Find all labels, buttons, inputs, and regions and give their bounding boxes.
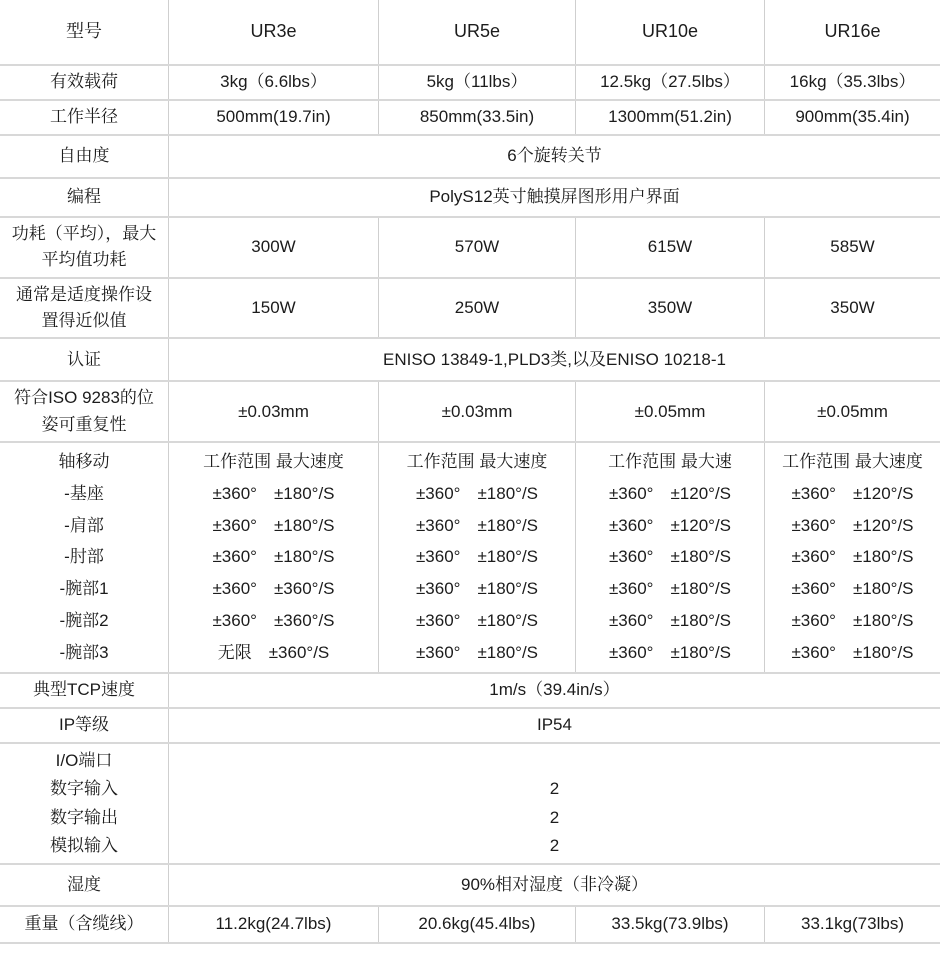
io-values [168, 744, 940, 863]
axis-speed: ±120°/S [670, 483, 732, 503]
axis-speed: ±360°/S [273, 579, 335, 599]
axis-range: ±360° [212, 611, 257, 631]
axis-speed: ±180°/S [477, 579, 539, 599]
axis-value-row [173, 478, 374, 510]
axis-speed: ±180°/S [477, 642, 539, 662]
axis-value-row [769, 542, 936, 574]
repeatability-label: 符合ISO 9283的位姿可重复性 [14, 388, 154, 434]
axis-range: ±360° [791, 642, 836, 662]
humidity-value: 90%相对湿度（非冷凝） [168, 865, 940, 905]
axis-joint-shoulder: -肩部 [64, 515, 104, 535]
dof-label: 自由度 [58, 146, 110, 166]
axis-value-row [383, 478, 571, 510]
weight-label: 重量（含缆线） [24, 914, 144, 934]
power-max-ur16e: 585W [764, 218, 940, 277]
payload-ur3e: 3kg（6.6lbs） [168, 66, 378, 99]
axis-range: ±360° [212, 515, 257, 535]
axis-speed: ±180°/S [670, 642, 732, 662]
io-digital-in-label: 数字输入 [50, 779, 118, 799]
axis-speed: ±120°/S [852, 483, 914, 503]
axis-range: ±360° [608, 611, 654, 631]
power-typical-ur16e: 350W [764, 279, 940, 338]
io-analog-in-label: 模拟输入 [50, 835, 118, 855]
payload-ur16e: 16kg（35.3lbs） [764, 66, 940, 99]
axis-col-ur16e [764, 443, 940, 672]
axis-speed: ±180°/S [852, 642, 914, 662]
axis-speed: ±180°/S [670, 547, 732, 567]
power-typical-ur3e: 150W [168, 279, 378, 338]
axis-range: ±360° [608, 515, 654, 535]
reach-ur16e: 900mm(35.4in) [764, 101, 940, 134]
axis-value-row [769, 637, 936, 669]
ip-rating-value: IP54 [168, 709, 940, 742]
axis-speed: ±180°/S [670, 611, 732, 631]
axis-range: ±360° [415, 642, 461, 662]
axis-col-ur5e [378, 443, 575, 672]
axis-range: ±360° [608, 642, 654, 662]
axis-title: 轴移动 [58, 451, 110, 471]
header-ur5e: UR5e [378, 0, 575, 64]
axis-value-row [580, 510, 760, 542]
axis-range: ±360° [212, 483, 257, 503]
axis-range: ±360° [415, 515, 461, 535]
certification-value: ENISO 13849-1,PLD3类,以及ENISO 10218-1 [168, 339, 940, 380]
io-ports-label: I/O端口 [55, 751, 113, 771]
axis-col-ur3e [168, 443, 378, 672]
axis-range: ±360° [212, 547, 257, 567]
header-row [0, 0, 940, 66]
axis-col-header: 工作范围 最大速度 [203, 451, 344, 471]
axis-value-row [580, 605, 760, 637]
axis-joint-elbow: -肘部 [64, 547, 104, 567]
axis-speed: ±120°/S [852, 515, 914, 535]
axis-labels [0, 443, 168, 672]
axis-range: 无限 [217, 642, 252, 662]
row-power-max [0, 218, 940, 279]
axis-value-row [173, 542, 374, 574]
row-axis-movement [0, 443, 940, 674]
header-model-label: 型号 [66, 21, 102, 42]
tcp-speed-label: 典型TCP速度 [33, 680, 135, 700]
row-dof [0, 136, 940, 179]
axis-joint-wrist1: -腕部1 [59, 579, 109, 599]
axis-speed: ±180°/S [852, 611, 914, 631]
io-ports-value [173, 747, 936, 775]
axis-speed: ±120°/S [670, 515, 732, 535]
axis-col-ur10e [575, 443, 764, 672]
reach-ur3e: 500mm(19.7in) [168, 101, 378, 134]
axis-joint-base: -基座 [64, 483, 104, 503]
axis-value-row [383, 574, 571, 606]
axis-range: ±360° [791, 579, 836, 599]
row-io-ports [0, 744, 940, 865]
payload-label: 有效载荷 [50, 72, 118, 92]
power-typical-ur5e: 250W [378, 279, 575, 338]
row-reach [0, 101, 940, 136]
tcp-speed-value: 1m/s（39.4in/s） [168, 674, 940, 707]
axis-value-row [383, 542, 571, 574]
header-ur16e: UR16e [764, 0, 940, 64]
axis-range: ±360° [791, 515, 836, 535]
axis-speed: ±360°/S [268, 642, 330, 662]
axis-value-row [769, 574, 936, 606]
weight-ur5e: 20.6kg(45.4lbs) [378, 907, 575, 942]
power-max-ur10e: 615W [575, 218, 764, 277]
axis-value-row [580, 637, 760, 669]
axis-value-row [383, 637, 571, 669]
row-humidity [0, 865, 940, 907]
axis-joint-wrist3: -腕部3 [59, 642, 109, 662]
axis-col-header: 工作范围 最大速度 [406, 451, 548, 471]
payload-ur5e: 5kg（11lbs） [378, 66, 575, 99]
io-labels [0, 744, 168, 863]
axis-speed: ±180°/S [852, 579, 914, 599]
reach-ur10e: 1300mm(51.2in) [575, 101, 764, 134]
axis-value-row [580, 574, 760, 606]
axis-value-row [580, 478, 760, 510]
io-digital-in-value: 2 [549, 779, 560, 799]
repeatability-ur5e: ±0.03mm [378, 382, 575, 441]
axis-value-row [173, 510, 374, 542]
programming-value: PolyS12英寸触摸屏图形用户界面 [168, 179, 940, 216]
axis-speed: ±180°/S [273, 515, 335, 535]
power-typical-label: 通常是适度操作设置得近似值 [16, 284, 152, 331]
axis-value-row [769, 605, 936, 637]
ip-rating-label: IP等级 [58, 715, 110, 735]
axis-value-row [580, 542, 760, 574]
power-max-ur5e: 570W [378, 218, 575, 277]
repeatability-ur10e: ±0.05mm [575, 382, 764, 441]
row-certification [0, 339, 940, 382]
axis-range: ±360° [608, 547, 654, 567]
axis-value-row [173, 605, 374, 637]
axis-speed: ±180°/S [477, 515, 539, 535]
row-power-typical [0, 279, 940, 340]
header-ur10e: UR10e [575, 0, 764, 64]
weight-ur16e: 33.1kg(73lbs) [764, 907, 940, 942]
axis-value-row [383, 510, 571, 542]
power-typical-ur10e: 350W [575, 279, 764, 338]
axis-speed: ±360°/S [273, 611, 335, 631]
axis-speed: ±180°/S [273, 547, 335, 567]
dof-value: 6个旋转关节 [168, 136, 940, 177]
axis-range: ±360° [608, 483, 654, 503]
humidity-label: 湿度 [67, 874, 101, 894]
axis-range: ±360° [415, 483, 461, 503]
axis-speed: ±180°/S [477, 483, 539, 503]
axis-col-header: 工作范围 最大速度 [782, 451, 923, 471]
repeatability-ur16e: ±0.05mm [764, 382, 940, 441]
axis-range: ±360° [212, 579, 257, 599]
certification-label: 认证 [67, 349, 101, 369]
axis-range: ±360° [415, 611, 461, 631]
reach-label: 工作半径 [50, 107, 118, 127]
row-tcp-speed [0, 674, 940, 709]
row-programming [0, 179, 940, 218]
row-repeatability [0, 382, 940, 443]
axis-range: ±360° [791, 483, 836, 503]
axis-value-row [173, 574, 374, 606]
row-payload [0, 66, 940, 101]
header-ur3e: UR3e [168, 0, 378, 64]
power-max-label: 功耗（平均），最大平均值功耗 [11, 224, 157, 270]
axis-range: ±360° [608, 579, 654, 599]
axis-speed: ±180°/S [477, 547, 539, 567]
axis-range: ±360° [791, 547, 836, 567]
axis-value-row [173, 637, 374, 669]
programming-label: 编程 [67, 187, 101, 207]
axis-speed: ±180°/S [852, 547, 914, 567]
axis-joint-wrist2: -腕部2 [59, 611, 109, 631]
weight-ur3e: 11.2kg(24.7lbs) [168, 907, 378, 942]
row-weight [0, 907, 940, 944]
io-digital-out-value: 2 [549, 807, 560, 827]
payload-ur10e: 12.5kg（27.5lbs） [575, 66, 764, 99]
axis-speed: ±180°/S [670, 579, 732, 599]
reach-ur5e: 850mm(33.5in) [378, 101, 575, 134]
axis-value-row [769, 478, 936, 510]
axis-value-row [383, 605, 571, 637]
repeatability-ur3e: ±0.03mm [168, 382, 378, 441]
axis-col-header: 工作范围 最大速 [608, 451, 732, 471]
row-ip-rating [0, 709, 940, 744]
axis-value-row [769, 510, 936, 542]
axis-range: ±360° [415, 547, 461, 567]
weight-ur10e: 33.5kg(73.9lbs) [575, 907, 764, 942]
io-digital-out-label: 数字输出 [50, 807, 118, 827]
axis-speed: ±180°/S [477, 611, 539, 631]
axis-range: ±360° [791, 611, 836, 631]
power-max-ur3e: 300W [168, 218, 378, 277]
axis-speed: ±180°/S [273, 483, 335, 503]
axis-range: ±360° [415, 579, 461, 599]
io-analog-in-value: 2 [549, 835, 560, 855]
